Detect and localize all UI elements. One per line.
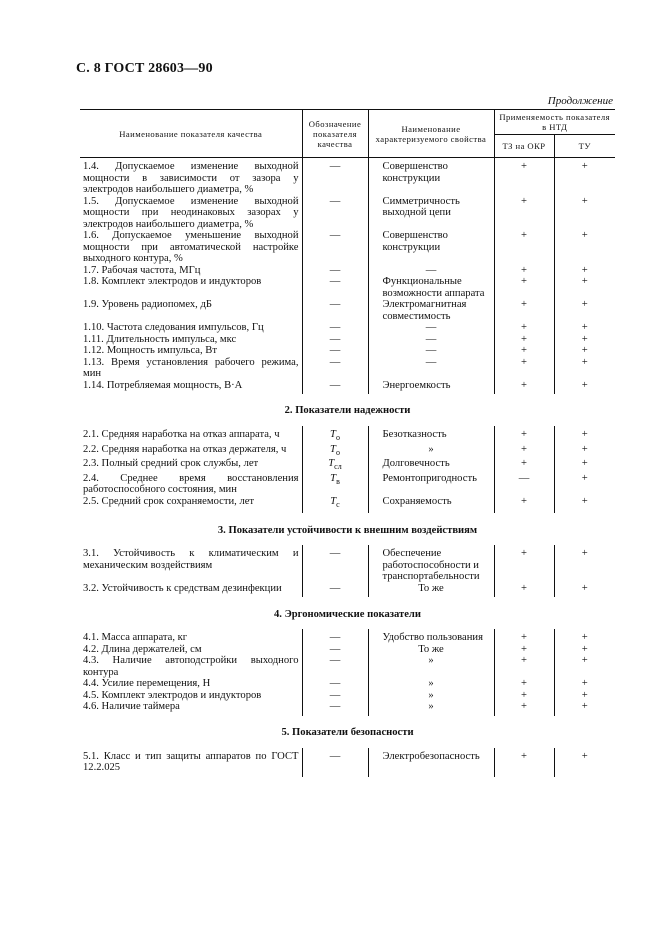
designation-subscript: с xyxy=(336,499,340,509)
indicator-designation xyxy=(302,473,368,496)
indicator-designation xyxy=(302,345,368,357)
designation-symbol: — xyxy=(329,230,341,241)
characterized-property: Электробезопасность xyxy=(368,751,494,774)
table-row xyxy=(80,655,615,678)
section-heading-row xyxy=(80,597,615,629)
indicator-name: 1.11. Длительность импульса, мкс xyxy=(83,333,237,345)
characterized-property: То же xyxy=(368,583,494,595)
applicability-tu: + xyxy=(554,496,615,511)
table-row xyxy=(80,751,615,774)
characterized-property: Долговечность xyxy=(368,458,494,473)
applicability-tu: + xyxy=(554,583,615,595)
indicator-designation xyxy=(302,299,368,322)
designation-symbol: T xyxy=(330,429,336,440)
table-row xyxy=(80,345,615,357)
designation-symbol: — xyxy=(329,582,341,594)
characterized-property: — xyxy=(368,334,494,346)
indicator-designation xyxy=(302,632,368,644)
table-row xyxy=(80,473,615,496)
characterized-property: » xyxy=(368,444,494,459)
table-row xyxy=(80,496,615,511)
applicability-tz-okr: + xyxy=(494,458,554,473)
table-row xyxy=(80,632,615,644)
designation-symbol: — xyxy=(329,264,341,276)
header-indicator-name: Наименование показателя качества xyxy=(80,110,302,158)
designation-symbol: — xyxy=(329,195,341,207)
indicator-name: 1.5. Допускаемое изменение выходной мощности при неодинаковых зазорах у электродов наибольшего диаметра, % xyxy=(83,195,299,230)
designation-symbol: — xyxy=(329,333,341,345)
designation-symbol: — xyxy=(329,632,341,644)
header-property: Наименование характеризуемого свойства xyxy=(368,110,494,158)
indicator-name: 2.5. Средний срок сохраняемости, лет xyxy=(83,495,255,507)
table-row xyxy=(80,276,615,299)
indicator-name: 2.3. Полный средний срок службы, лет xyxy=(83,458,259,470)
applicability-tz-okr: + xyxy=(494,345,554,357)
indicator-name: 1.10. Частота следования импульсов, Гц xyxy=(83,322,264,333)
applicability-tu: + xyxy=(554,230,615,265)
table-row xyxy=(80,690,615,702)
indicator-name: 1.6. Допускаемое уменьшение выходной мощности при автоматической настройке выходного контура, % xyxy=(83,230,299,264)
applicability-tu: + xyxy=(554,357,615,380)
applicability-tu: + xyxy=(554,429,615,444)
table-row xyxy=(80,196,615,231)
applicability-tz-okr: + xyxy=(494,496,554,511)
applicability-tz-okr: + xyxy=(494,678,554,690)
applicability-tz-okr: + xyxy=(494,701,554,713)
applicability-tz-okr: + xyxy=(494,751,554,774)
indicator-designation xyxy=(302,644,368,656)
applicability-tz-okr: + xyxy=(494,429,554,444)
applicability-tu: + xyxy=(554,701,615,713)
applicability-tz-okr: + xyxy=(494,548,554,583)
section-heading: 5. Показатели безопасности xyxy=(281,727,414,739)
applicability-tz-okr: + xyxy=(494,644,554,656)
indicator-designation xyxy=(302,678,368,690)
designation-symbol: — xyxy=(329,750,341,762)
table-row xyxy=(80,444,615,459)
indicator-name: 1.7. Рабочая частота, МГц xyxy=(83,264,201,276)
designation-symbol: — xyxy=(329,276,341,287)
indicator-designation xyxy=(302,583,368,595)
indicator-name: 4.4. Усилие перемещения, Н xyxy=(83,678,211,690)
indicator-name: 5.1. Класс и тип защиты аппаратов по ГОСТ 12.2.025 xyxy=(83,750,299,774)
section-heading: 3. Показатели устойчивости к внешним воздействиям xyxy=(217,524,478,536)
page-header: С. 8 ГОСТ 28603—90 xyxy=(76,61,213,76)
characterized-property: Совершенство конструкции xyxy=(368,161,494,196)
characterized-property: Безотказность xyxy=(368,429,494,444)
applicability-tu: + xyxy=(554,345,615,357)
section-heading: 2. Показатели надежности xyxy=(284,405,411,417)
designation-symbol: — xyxy=(329,345,341,356)
applicability-tz-okr: + xyxy=(494,265,554,277)
applicability-tz-okr: + xyxy=(494,632,554,644)
indicator-name: 4.6. Наличие таймера xyxy=(83,701,180,713)
indicator-name: 1.4. Допускаемое изменение выходной мощности в зависимости от зазора у электродов наибольшего диаметра, % xyxy=(83,161,299,195)
applicability-tu: + xyxy=(554,655,615,678)
indicator-name: 2.1. Средняя наработка на отказ аппарата, ч xyxy=(83,429,280,440)
table-row xyxy=(80,230,615,265)
characterized-property: — xyxy=(368,357,494,380)
table-row xyxy=(80,458,615,473)
applicability-tz-okr: + xyxy=(494,161,554,196)
applicability-tu: + xyxy=(554,380,615,392)
designation-subscript: о xyxy=(335,447,340,457)
indicator-name: 4.2. Длина держателей, см xyxy=(83,643,202,655)
applicability-tz-okr: + xyxy=(494,380,554,392)
designation-symbol: — xyxy=(329,701,341,713)
characterized-property: Электромагнитная совместимость xyxy=(368,299,494,322)
applicability-tz-okr: + xyxy=(494,583,554,595)
designation-symbol: T xyxy=(328,458,335,470)
applicability-tz-okr: + xyxy=(494,299,554,322)
indicator-designation xyxy=(302,380,368,392)
designation-subscript: в xyxy=(336,476,340,486)
designation-symbol: T xyxy=(330,443,336,455)
applicability-tu: + xyxy=(554,644,615,656)
designation-symbol: — xyxy=(329,548,341,560)
header-designation: Обозначение показателя качества xyxy=(302,110,368,158)
table-row xyxy=(80,429,615,444)
section-heading-row xyxy=(80,513,615,545)
table-row xyxy=(80,678,615,690)
quality-indicators-table xyxy=(80,109,615,777)
indicator-name: 1.13. Время установления рабочего режима, мин xyxy=(83,356,299,379)
characterized-property: Ремонтопригодность xyxy=(368,473,494,496)
indicator-designation xyxy=(302,690,368,702)
indicator-name: 2.2. Средняя наработка на отказ держателя, ч xyxy=(83,443,287,455)
applicability-tu: + xyxy=(554,548,615,583)
designation-subscript: сл xyxy=(334,462,342,472)
indicator-designation xyxy=(302,322,368,334)
table-row xyxy=(80,322,615,334)
header-applicability: Применяемость показателя в НТД xyxy=(494,110,615,135)
header-tz-okr: ТЗ на ОКР xyxy=(494,135,554,158)
table-row xyxy=(80,357,615,380)
indicator-designation xyxy=(302,357,368,380)
applicability-tu: + xyxy=(554,334,615,346)
characterized-property: Сохраняемость xyxy=(368,496,494,511)
applicability-tu: + xyxy=(554,299,615,322)
applicability-tz-okr: + xyxy=(494,276,554,299)
indicator-name: 4.5. Комплект электродов и индукторов xyxy=(83,689,262,701)
indicator-designation xyxy=(302,276,368,299)
characterized-property: » xyxy=(368,701,494,713)
indicator-designation xyxy=(302,496,368,511)
designation-symbol: — xyxy=(329,678,341,690)
characterized-property: — xyxy=(368,345,494,357)
designation-symbol: — xyxy=(329,379,341,391)
table-row xyxy=(80,380,615,392)
characterized-property: » xyxy=(368,678,494,690)
table-row xyxy=(80,334,615,346)
table-row xyxy=(80,299,615,322)
characterized-property: » xyxy=(368,690,494,702)
characterized-property: Обеспечение работоспособности и транспортабельности xyxy=(368,548,494,583)
applicability-tz-okr: + xyxy=(494,690,554,702)
indicator-name: 1.14. Потребляемая мощность, В·А xyxy=(83,379,243,391)
designation-symbol: — xyxy=(329,689,341,701)
applicability-tz-okr: + xyxy=(494,196,554,231)
table-row xyxy=(80,644,615,656)
continuation-label: Продолжение xyxy=(547,95,613,107)
characterized-property: Симметричность выходной цепи xyxy=(368,196,494,231)
applicability-tz-okr: — xyxy=(494,473,554,496)
indicator-designation xyxy=(302,265,368,277)
applicability-tu: + xyxy=(554,473,615,496)
applicability-tz-okr: + xyxy=(494,655,554,678)
table-row xyxy=(80,583,615,595)
applicability-tu: + xyxy=(554,276,615,299)
applicability-tu: + xyxy=(554,196,615,231)
applicability-tu: + xyxy=(554,678,615,690)
header-tu: ТУ xyxy=(554,135,615,158)
indicator-designation xyxy=(302,334,368,346)
designation-symbol: — xyxy=(329,643,341,655)
indicator-designation xyxy=(302,655,368,678)
applicability-tu: + xyxy=(554,458,615,473)
characterized-property: Удобство пользования xyxy=(368,632,494,644)
section-heading-row xyxy=(80,716,615,748)
indicator-designation xyxy=(302,458,368,473)
indicator-name: 3.2. Устойчивость к средствам дезинфекции xyxy=(83,582,282,594)
applicability-tz-okr: + xyxy=(494,334,554,346)
applicability-tu: + xyxy=(554,632,615,644)
indicator-name: 1.12. Мощность импульса, Вт xyxy=(83,345,218,356)
applicability-tu: + xyxy=(554,161,615,196)
designation-symbol: T xyxy=(330,495,337,507)
designation-subscript: о xyxy=(335,433,340,443)
applicability-tu: + xyxy=(554,265,615,277)
designation-symbol: — xyxy=(329,161,341,172)
indicator-name: 1.8. Комплект электродов и индукторов xyxy=(83,276,262,287)
indicator-designation xyxy=(302,161,368,196)
indicator-name: 4.1. Масса аппарата, кг xyxy=(83,632,188,644)
characterized-property: То же xyxy=(368,644,494,656)
characterized-property: — xyxy=(368,322,494,334)
table-row xyxy=(80,701,615,713)
table-row xyxy=(80,161,615,196)
applicability-tz-okr: + xyxy=(494,230,554,265)
indicator-designation xyxy=(302,444,368,459)
characterized-property: Энергоемкость xyxy=(368,380,494,392)
designation-symbol: — xyxy=(329,655,341,667)
section-heading: 4. Эргономические показатели xyxy=(274,608,421,620)
applicability-tu: + xyxy=(554,690,615,702)
designation-symbol: — xyxy=(329,299,341,310)
indicator-name: 2.4. Среднее время восстановления работоспособного состояния, мин xyxy=(83,472,299,496)
indicator-name: 3.1. Устойчивость к климатическим и механическим воздействиям xyxy=(83,548,299,571)
table-row xyxy=(80,265,615,277)
indicator-name: 4.3. Наличие автоподстройки выходного контура xyxy=(83,655,299,678)
applicability-tu: + xyxy=(554,322,615,334)
applicability-tz-okr: + xyxy=(494,357,554,380)
table-row xyxy=(80,548,615,583)
indicator-designation xyxy=(302,701,368,713)
applicability-tz-okr: + xyxy=(494,322,554,334)
indicator-designation xyxy=(302,751,368,774)
characterized-property: Функциональные возможности аппарата xyxy=(368,276,494,299)
table-body xyxy=(80,158,615,777)
characterized-property: — xyxy=(368,265,494,277)
applicability-tu: + xyxy=(554,444,615,459)
designation-symbol: — xyxy=(329,322,341,333)
indicator-designation xyxy=(302,429,368,444)
characterized-property: » xyxy=(368,655,494,678)
applicability-tz-okr: + xyxy=(494,444,554,459)
indicator-designation xyxy=(302,196,368,231)
applicability-tu: + xyxy=(554,751,615,774)
section-heading-row xyxy=(80,394,615,426)
characterized-property: Совершенство конструкции xyxy=(368,230,494,265)
indicator-designation xyxy=(302,548,368,583)
designation-symbol: — xyxy=(329,356,341,368)
designation-symbol: T xyxy=(330,472,337,484)
indicator-name: 1.9. Уровень радиопомех, дБ xyxy=(83,299,212,310)
indicator-designation xyxy=(302,230,368,265)
